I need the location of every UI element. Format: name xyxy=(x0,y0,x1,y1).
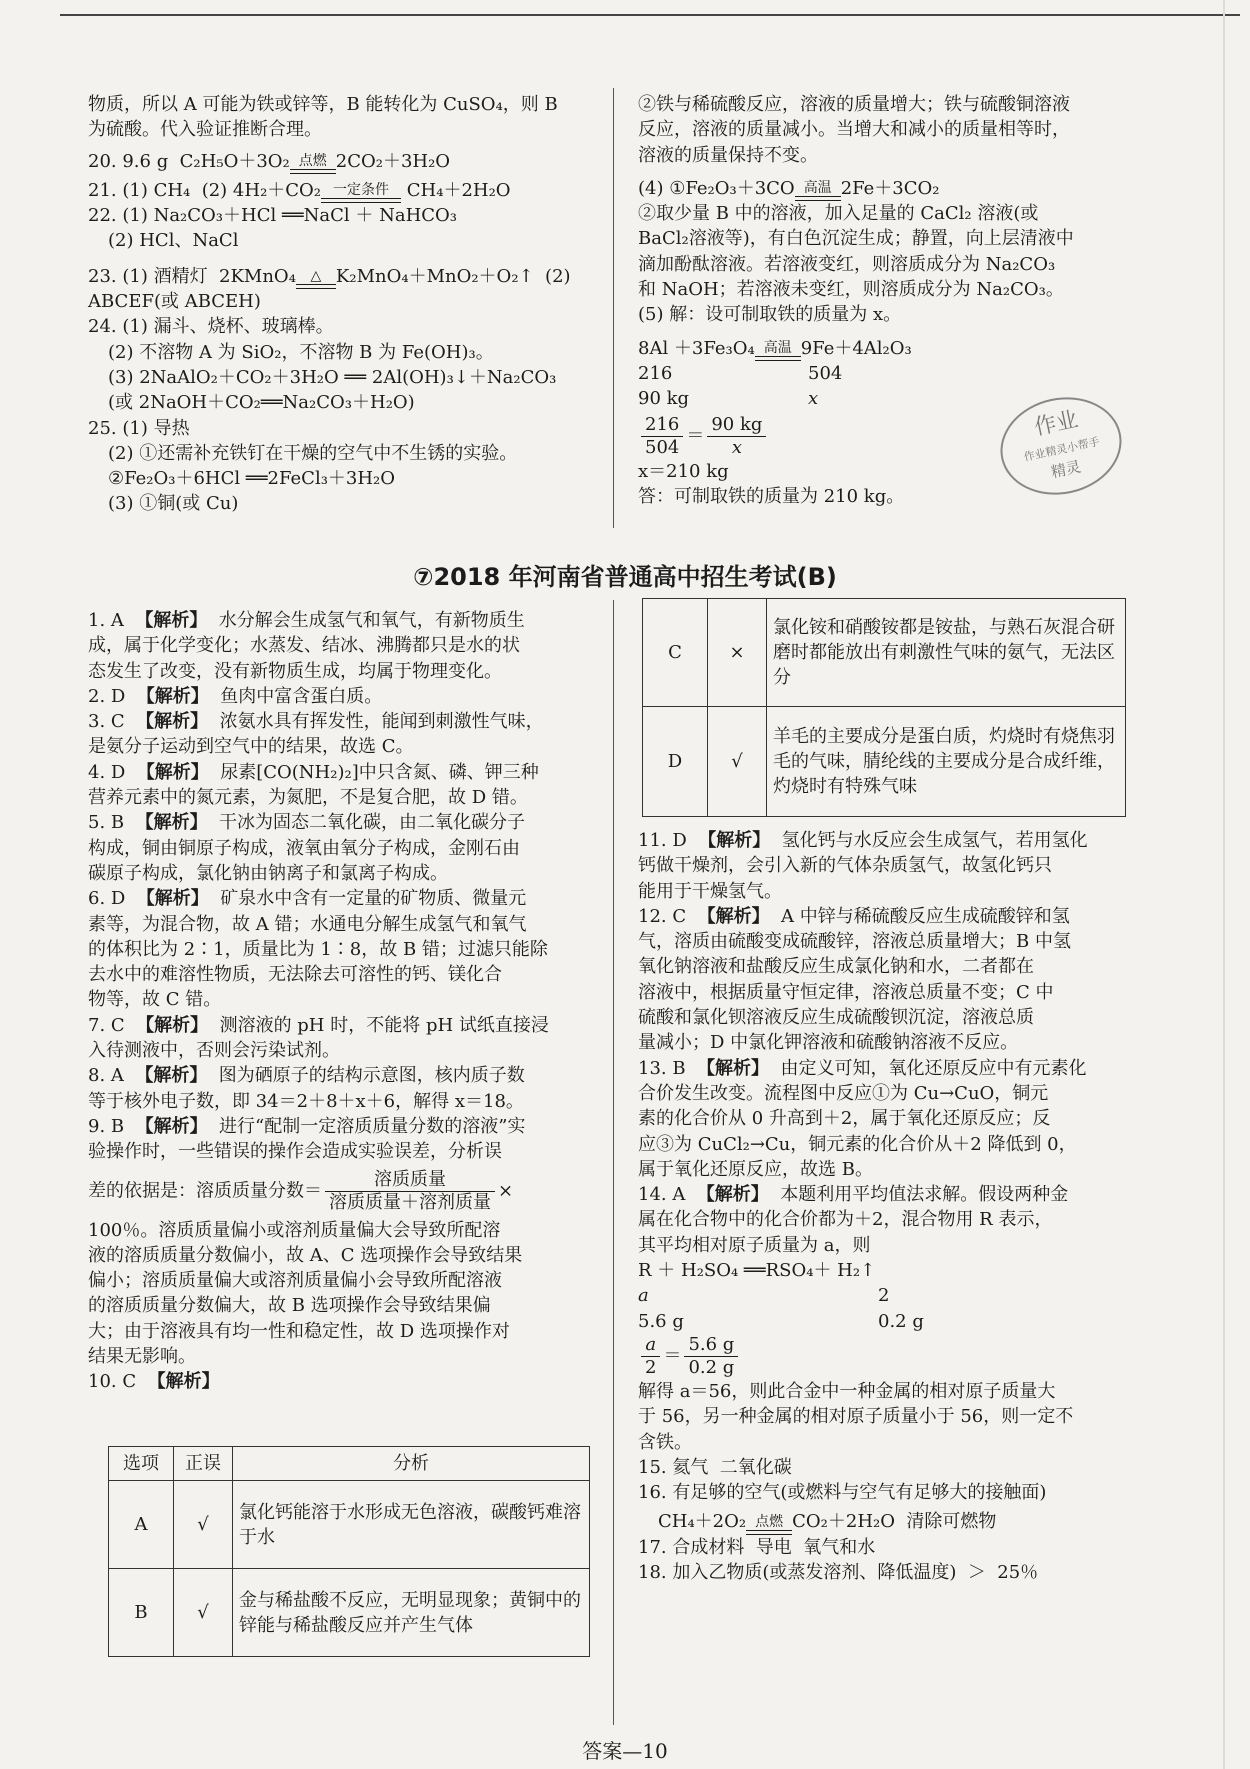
page-edge xyxy=(1223,0,1225,1769)
analysis-table-part2 xyxy=(642,598,1126,817)
section-title: ⑦2018 年河南省普通高中招生考试(B) xyxy=(413,563,837,591)
table-header: 选项 xyxy=(109,1447,174,1481)
text-line: BaCl₂溶液等)，有白色沉淀生成；静置，向上层清液中 xyxy=(638,228,1074,250)
analysis-table-part1 xyxy=(108,1446,590,1657)
text-line: 物等，故 C 错。 xyxy=(88,989,222,1011)
answer-20: 20. 9.6 g C₂H₅O＋3O₂ 点燃 2CO₂＋3H₂O xyxy=(88,149,593,174)
answer-12: 12. C 【解析】 A 中锌与稀硫酸反应生成硫酸锌和氢 xyxy=(638,905,1070,927)
text-line: ②Fe₂O₃＋6HCl ══2FeCl₃＋3H₂O xyxy=(108,468,396,490)
text-line: 其平均相对原子质量为 a，则 xyxy=(638,1234,871,1256)
answer-21: 21. (1) CH₄ (2) 4H₂＋CO₂ 一定条件 CH₄＋2H₂O xyxy=(88,178,593,203)
right-column xyxy=(638,828,1138,1585)
text-line: 溶液中，根据质量守恒定律，溶液总质量不变；C 中 xyxy=(638,981,1054,1003)
text-line: 素的化合价从 0 升高到＋2，属于氧化还原反应；反 xyxy=(638,1108,1051,1130)
text-line: 营养元素中的氮元素，为氮肥，不是复合肥，故 D 错。 xyxy=(88,787,528,809)
watermark-stamp: 作业 作业精灵小帮手 精灵 xyxy=(991,386,1130,505)
mass-row: 5.6 g 0.2 g xyxy=(638,1310,924,1332)
text-line: 物质，所以 A 可能为铁或锌等，B 能转化为 CuSO₄，则 B xyxy=(88,94,558,115)
left-column xyxy=(88,608,588,1395)
answer-11: 11. D 【解析】 氢化钙与水反应会生成氢气，若用氢化 xyxy=(638,830,1088,851)
reaction-condition: 高温 xyxy=(755,340,801,361)
text-line: 碳原子构成，氯化钠由钠离子和氯离子构成。 xyxy=(88,862,448,884)
formula-line: 差的依据是：溶质质量分数＝ $\frac{\text{溶质质量}}{\text{溶质质量＋溶剂质量}}$ × xyxy=(88,1168,514,1213)
text-line: 应③为 CuCl₂→Cu，铜元素的化合价从＋2 降低到 0， xyxy=(638,1133,1077,1155)
top-left-column xyxy=(88,92,593,517)
text-line: (3) ①铜(或 Cu) xyxy=(108,493,239,515)
equation-line: 8Al ＋3Fe₃O₄ 高温 9Fe＋4Al₂O₃ xyxy=(638,336,1138,361)
answer-25: 25. (1) 导热 xyxy=(88,417,190,439)
text-line: 是氨分子运动到空气中的结果，故选 C。 xyxy=(88,736,414,758)
text-line: 于 56，另一种金属的相对原子质量小于 56，则一定不 xyxy=(638,1406,1074,1428)
table-header: 正误 xyxy=(174,1447,233,1481)
answer-16: 16. 有足够的空气(或燃料与空气有足够大的接触面) xyxy=(638,1482,1047,1504)
text-line: ②取少量 B 中的溶液，加入足量的 CaCl₂ 溶液(或 xyxy=(638,203,1039,225)
answer-13: 13. B 【解析】 由定义可知，氧化还原反应中有元素化 xyxy=(638,1057,1087,1079)
text-line: 和 NaOH；若溶液未变红，则溶质成分为 Na₂CO₃。 xyxy=(638,279,1064,301)
text-line: 的溶质质量分数偏大，故 B 选项操作会导致结果偏 xyxy=(88,1295,491,1317)
reaction-condition: 一定条件 xyxy=(321,182,401,203)
proportion: $\frac{216}{504}$ ＝ $\frac{90 kg}{x}$ xyxy=(638,414,1138,459)
reaction-condition: 点燃 xyxy=(290,153,336,174)
text-line: (5) 解：设可制取铁的质量为 x。 xyxy=(638,304,902,326)
text-line: 构成，铜由铜原子构成，液氧由氧分子构成，金刚石由 xyxy=(88,837,520,859)
text-line: 溶液的质量保持不变。 xyxy=(638,144,818,166)
text-line: 气，溶质由硫酸变成硫酸锌，溶液总质量增大；B 中氢 xyxy=(638,931,1071,953)
text-line: 液的溶质质量分数偏小，故 A、C 选项操作会导致结果 xyxy=(88,1244,523,1266)
answer-7: 7. C 【解析】 测溶液的 pH 时，不能将 pH 试纸直接浸 xyxy=(88,1014,549,1036)
text-line: ABCEF(或 ABCEH) xyxy=(88,291,261,313)
answer-2: 2. D 【解析】 鱼肉中富含蛋白质。 xyxy=(88,685,383,707)
answer-5: 5. B 【解析】 干冰为固态二氧化碳，由二氧化碳分子 xyxy=(88,812,526,834)
text-line: 验操作时，一些错误的操作会造成实验误差，分析误 xyxy=(88,1141,502,1163)
table-row: D √ 羊毛的主要成分是蛋白质，灼烧时有烧焦羽毛的气味，腈纶线的主要成分是合成纤维，灼烧时有特殊气味 xyxy=(643,707,1126,817)
fraction: $\frac{\text{溶质质量}}{\text{溶质质量＋溶剂质量}}$ xyxy=(325,1169,495,1214)
text-line: ②铁与稀硫酸反应，溶液的质量增大；铁与硫酸铜溶液 xyxy=(638,94,1070,115)
text-line: (或 2NaOH＋CO₂══Na₂CO₃＋H₂O) xyxy=(108,392,415,414)
table-header: 分析 xyxy=(233,1447,590,1481)
equation-line: R ＋ H₂SO₄ ══RSO₄＋ H₂↑ xyxy=(638,1260,876,1282)
top-border xyxy=(60,14,1240,16)
text-line: 成，属于化学变化；水蒸发、结冰、沸腾都只是水的状 xyxy=(88,635,520,657)
answer-8: 8. A 【解析】 图为硒原子的结构示意图，核内质子数 xyxy=(88,1065,525,1087)
equation-line: (4) ①Fe₂O₃＋3CO 高温 2Fe＋3CO₂ xyxy=(638,176,1138,201)
text-line: 解得 a＝56，则此合金中一种金属的相对原子质量大 xyxy=(638,1380,1056,1402)
text-line: 的体积比为 2∶1，质量比为 1∶8，故 B 错；过滤只能除 xyxy=(88,938,548,960)
answer-23: 23. (1) 酒精灯 2KMnO₄ △ K₂MnO₄＋MnO₂＋O₂↑ (2) xyxy=(88,264,593,289)
answer-24: 24. (1) 漏斗、烧杯、玻璃棒。 xyxy=(88,316,334,338)
text-line: 量减小；D 中氯化钾溶液和硫酸钠溶液不反应。 xyxy=(638,1032,1019,1054)
column-divider-bottom xyxy=(613,600,614,1725)
table-row: A √ 氯化钙能溶于水形成无色溶液，碳酸钙难溶于水 xyxy=(109,1481,590,1569)
reaction-condition: 点燃 xyxy=(746,1514,792,1535)
text-line: 合价发生改变。流程图中反应①为 Cu→CuO，铜元 xyxy=(638,1082,1049,1104)
text-line: (2) HCl、NaCl xyxy=(108,230,239,252)
text-line: (3) 2NaAlO₂＋CO₂＋3H₂O ══ 2Al(OH)₃↓＋Na₂CO₃ xyxy=(108,366,557,388)
text-line: 硫酸和氯化钡溶液反应生成硫酸钡沉淀，溶液总质 xyxy=(638,1007,1034,1029)
text-line: 钙做干燥剂，会引入新的气体杂质氢气，故氢化钙只 xyxy=(638,855,1052,877)
result: x＝210 kg xyxy=(638,460,729,482)
text-line: (2) 不溶物 A 为 SiO₂，不溶物 B 为 Fe(OH)₃。 xyxy=(108,341,494,363)
reaction-condition: △ xyxy=(296,268,336,289)
text-line: 含铁。 xyxy=(638,1431,692,1453)
column-divider-top xyxy=(613,88,614,528)
answer-10: 10. C 【解析】 xyxy=(88,1371,220,1393)
mass-row: 216 504 xyxy=(638,362,843,384)
text-line: 态发生了改变，没有新物质生成，均属于物理变化。 xyxy=(88,660,502,682)
table-row: C × 氯化铵和硝酸铵都是铵盐，与熟石灰混合研磨时都能放出有刺激性气味的氨气，无法区分 xyxy=(643,599,1126,707)
answer-14: 14. A 【解析】 本题利用平均值法求解。假设两种金 xyxy=(638,1184,1069,1206)
mass-row: 90 kg x xyxy=(638,388,819,410)
text-line: 氧化钠溶液和盐酸反应生成氯化钠和水，二者都在 xyxy=(638,956,1034,978)
text-line: 等于核外电子数，即 34＝2＋8＋x＋6，解得 x＝18。 xyxy=(88,1090,524,1112)
text-line: 素等，为混合物，故 A 错；水通电分解生成氢气和氧气 xyxy=(88,913,527,935)
text-line: 能用于干燥氢气。 xyxy=(638,880,782,902)
equation-line: CH₄＋2O₂ 点燃 CO₂＋2H₂O 清除可燃物 xyxy=(638,1509,1138,1534)
text-line: (2) ①还需补充铁钉在干燥的空气中不生锈的实验。 xyxy=(108,442,518,464)
text-line: 属于氧化还原反应，故选 B。 xyxy=(638,1158,873,1180)
table-row: B √ 金与稀盐酸不反应，无明显现象；黄铜中的锌能与稀盐酸反应并产生气体 xyxy=(109,1569,590,1657)
answer-17: 17. 合成材料 导电 氧气和水 xyxy=(638,1536,876,1558)
text-line: 去水中的难溶性物质，无法除去可溶性的钙、镁化合 xyxy=(88,964,502,986)
answer-18: 18. 加入乙物质(或蒸发溶剂、降低温度) ＞ 25％ xyxy=(638,1562,1039,1584)
text-line: 结果无影响。 xyxy=(88,1346,196,1368)
text-line: 入待测液中，否则会污染试剂。 xyxy=(88,1040,340,1062)
answer-9: 9. B 【解析】 进行“配制一定溶质质量分数的溶液”实 xyxy=(88,1115,526,1137)
proportion: $\frac{a}{2}$ ＝ $\frac{5.6 g}{0.2 g}$ xyxy=(638,1334,1138,1379)
mass-row: a 2 xyxy=(638,1285,890,1307)
reaction-condition: 高温 xyxy=(795,180,841,201)
text-line: 偏小；溶质质量偏大或溶剂质量偏小会导致所配溶液 xyxy=(88,1270,502,1292)
text-line: 为硫酸。代入验证推断合理。 xyxy=(88,119,322,141)
text-line: 属在化合物中的化合价都为＋2，混合物用 R 表示， xyxy=(638,1209,1053,1231)
text-line: 滴加酚酞溶液。若溶液变红，则溶质成分为 Na₂CO₃ xyxy=(638,253,1056,275)
answer-text: 答：可制取铁的质量为 210 kg。 xyxy=(638,485,905,507)
text-line: 大；由于溶液具有均一性和稳定性，故 D 选项操作对 xyxy=(88,1320,510,1342)
answer-3: 3. C 【解析】 浓氨水具有挥发性，能闻到刺激性气味， xyxy=(88,711,544,733)
answer-6: 6. D 【解析】 矿泉水中含有一定量的矿物质、微量元 xyxy=(88,888,527,910)
text-line: 反应，溶液的质量减小。当增大和减小的质量相等时， xyxy=(638,119,1070,141)
answer-1: 1. A 【解析】 水分解会生成氢气和氧气，有新物质生 xyxy=(88,610,525,631)
answer-22: 22. (1) Na₂CO₃＋HCl ══NaCl ＋ NaHCO₃ xyxy=(88,205,458,227)
page-number: 答案—10 xyxy=(582,1739,668,1763)
answer-4: 4. D 【解析】 尿素[CO(NH₂)₂]中只含氮、磷、钾三种 xyxy=(88,761,539,783)
text-line: 100％。溶质质量偏小或溶剂质量偏大会导致所配溶 xyxy=(88,1219,501,1241)
answer-15: 15. 氦气 二氧化碳 xyxy=(638,1456,792,1478)
